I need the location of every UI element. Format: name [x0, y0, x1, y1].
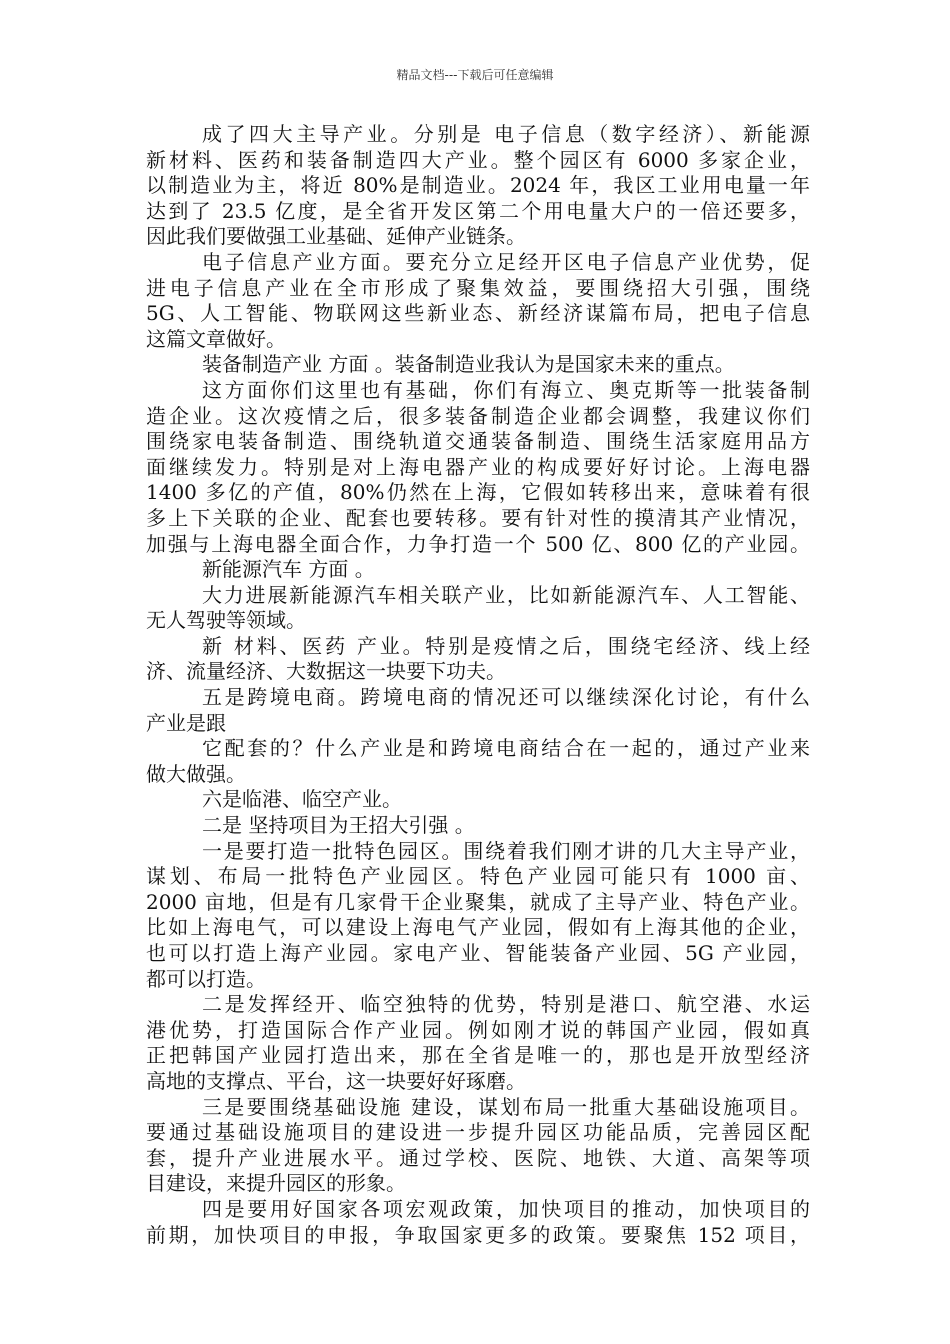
text-line: 一是要打造一批特色园区。围绕着我们刚才讲的几大主导产业， [202, 838, 810, 863]
text-line: 要通过基础设施项目的建设进一步提升园区功能品质，完善园区配 [146, 1120, 810, 1145]
text-line: 比如上海电气，可以建设上海电气产业园，假如有上海其他的企业， [146, 915, 810, 940]
text-line: 也可以打造上海产业园。家电产业、智能装备产业园、5G 产业园， [146, 941, 810, 965]
text-line: 谋划、布局一批特色产业园区。特色产业园可能只有 1000 亩、 [146, 864, 810, 889]
text-line: 二是 坚持项目为王招大引强 。 [202, 813, 475, 838]
text-line: 5G、人工智能、物联网这些新业态、新经济谋篇布局，把电子信息 [146, 301, 810, 326]
text-line: 济、流量经济、大数据这一块要下功夫。 [146, 659, 506, 684]
text-line: 大力进展新能源汽车相关联产业，比如新能源汽车、人工智能、 [202, 582, 810, 607]
text-line: 它配套的？什么产业是和跨境电商结合在一起的，通过产业来 [202, 736, 810, 761]
text-line: 新 材料、医药 产业。特别是疫情之后，围绕宅经济、线上经 [202, 633, 810, 658]
text-line: 前期，加快项目的申报，争取国家更多的政策。要聚焦 152 项目， [146, 1222, 810, 1247]
text-line: 成了四大主导产业。分别是 电子信息（数字经济）、新能源 [202, 122, 810, 146]
text-line: 六是临港、临空产业。 [202, 787, 402, 812]
text-line: 加强与上海电器全面合作，力争打造一个 500 亿、800 亿的产业园。 [146, 531, 810, 556]
text-line: 高地的支撑点、平台，这一块要好好琢磨。 [146, 1068, 526, 1093]
text-line: 电子信息产业方面。要充分立足经开区电子信息产业优势，促 [202, 249, 810, 274]
text-line: 二是发挥经开、临空独特的优势，特别是港口、航空港、水运 [202, 992, 810, 1017]
text-line: 五是跨境电商。跨境电商的情况还可以继续深化讨论，有什么 [202, 685, 810, 710]
text-line: 以制造业为主，将近 80%是制造业。2024 年，我区工业用电量一年 [146, 173, 810, 198]
text-line: 正把韩国产业园打造出来，那在全省是唯一的，那也是开放型经济 [146, 1043, 810, 1068]
text-line: 套，提升产业进展水平。通过学校、医院、地铁、大道、高架等项 [146, 1145, 810, 1170]
page-header: 精品文档---下载后可任意编辑 [396, 68, 554, 82]
text-line: 这篇文章做好。 [146, 326, 286, 351]
text-line: 装备制造产业 方面 。装备制造业我认为是国家未来的重点。 [202, 352, 735, 377]
text-line: 多上下关联的企业、配套也要转移。要有针对性的摸清其产业情况， [146, 505, 810, 530]
text-line: 2000 亩地，但是有几家骨干企业聚集，就成了主导产业、特色产业。 [146, 889, 810, 914]
text-line: 做大做强。 [146, 761, 246, 786]
text-line: 都可以打造。 [146, 966, 266, 991]
text-line: 达到了 23.5 亿度，是全省开发区第二个用电量大户的一倍还要多， [146, 198, 810, 223]
text-line: 无人驾驶等领域。 [146, 608, 306, 633]
text-line: 港优势，打造国际合作产业园。例如刚才说的韩国产业园，假如真 [146, 1017, 810, 1042]
text-line: 新能源汽车 方面 。 [202, 557, 375, 582]
text-line: 面继续发力。特别是对上海电器产业的构成要好好讨论。上海电器 [146, 454, 810, 479]
text-line: 造企业。这次疫情之后，很多装备制造企业都会调整，我建议你们 [146, 403, 810, 428]
text-line: 这方面你们这里也有基础，你们有海立、奥克斯等一批装备制 [202, 377, 810, 402]
text-line: 新材料、医药和装备制造四大产业。整个园区有 6000 多家企业， [146, 147, 810, 172]
text-line: 因此我们要做强工业基础、延伸产业链条。 [146, 224, 526, 249]
text-line: 1400 多亿的产值，80%仍然在上海，它假如转移出来，意味着有很 [146, 480, 810, 505]
text-line: 围绕家电装备制造、围绕轨道交通装备制造、围绕生活家庭用品方 [146, 429, 810, 454]
text-line: 三是要围绕基础设施 建设，谋划布局一批重大基础设施项目。 [202, 1094, 810, 1119]
document-body [146, 122, 810, 1248]
text-line: 进电子信息产业在全市形成了聚集效益，要围绕招大引强，围绕 [146, 275, 810, 300]
text-line: 四是要用好国家各项宏观政策，加快项目的推动，加快项目的 [202, 1196, 810, 1221]
text-line: 目建设，来提升园区的形象。 [146, 1171, 406, 1196]
text-line: 产业是跟 [146, 710, 226, 735]
